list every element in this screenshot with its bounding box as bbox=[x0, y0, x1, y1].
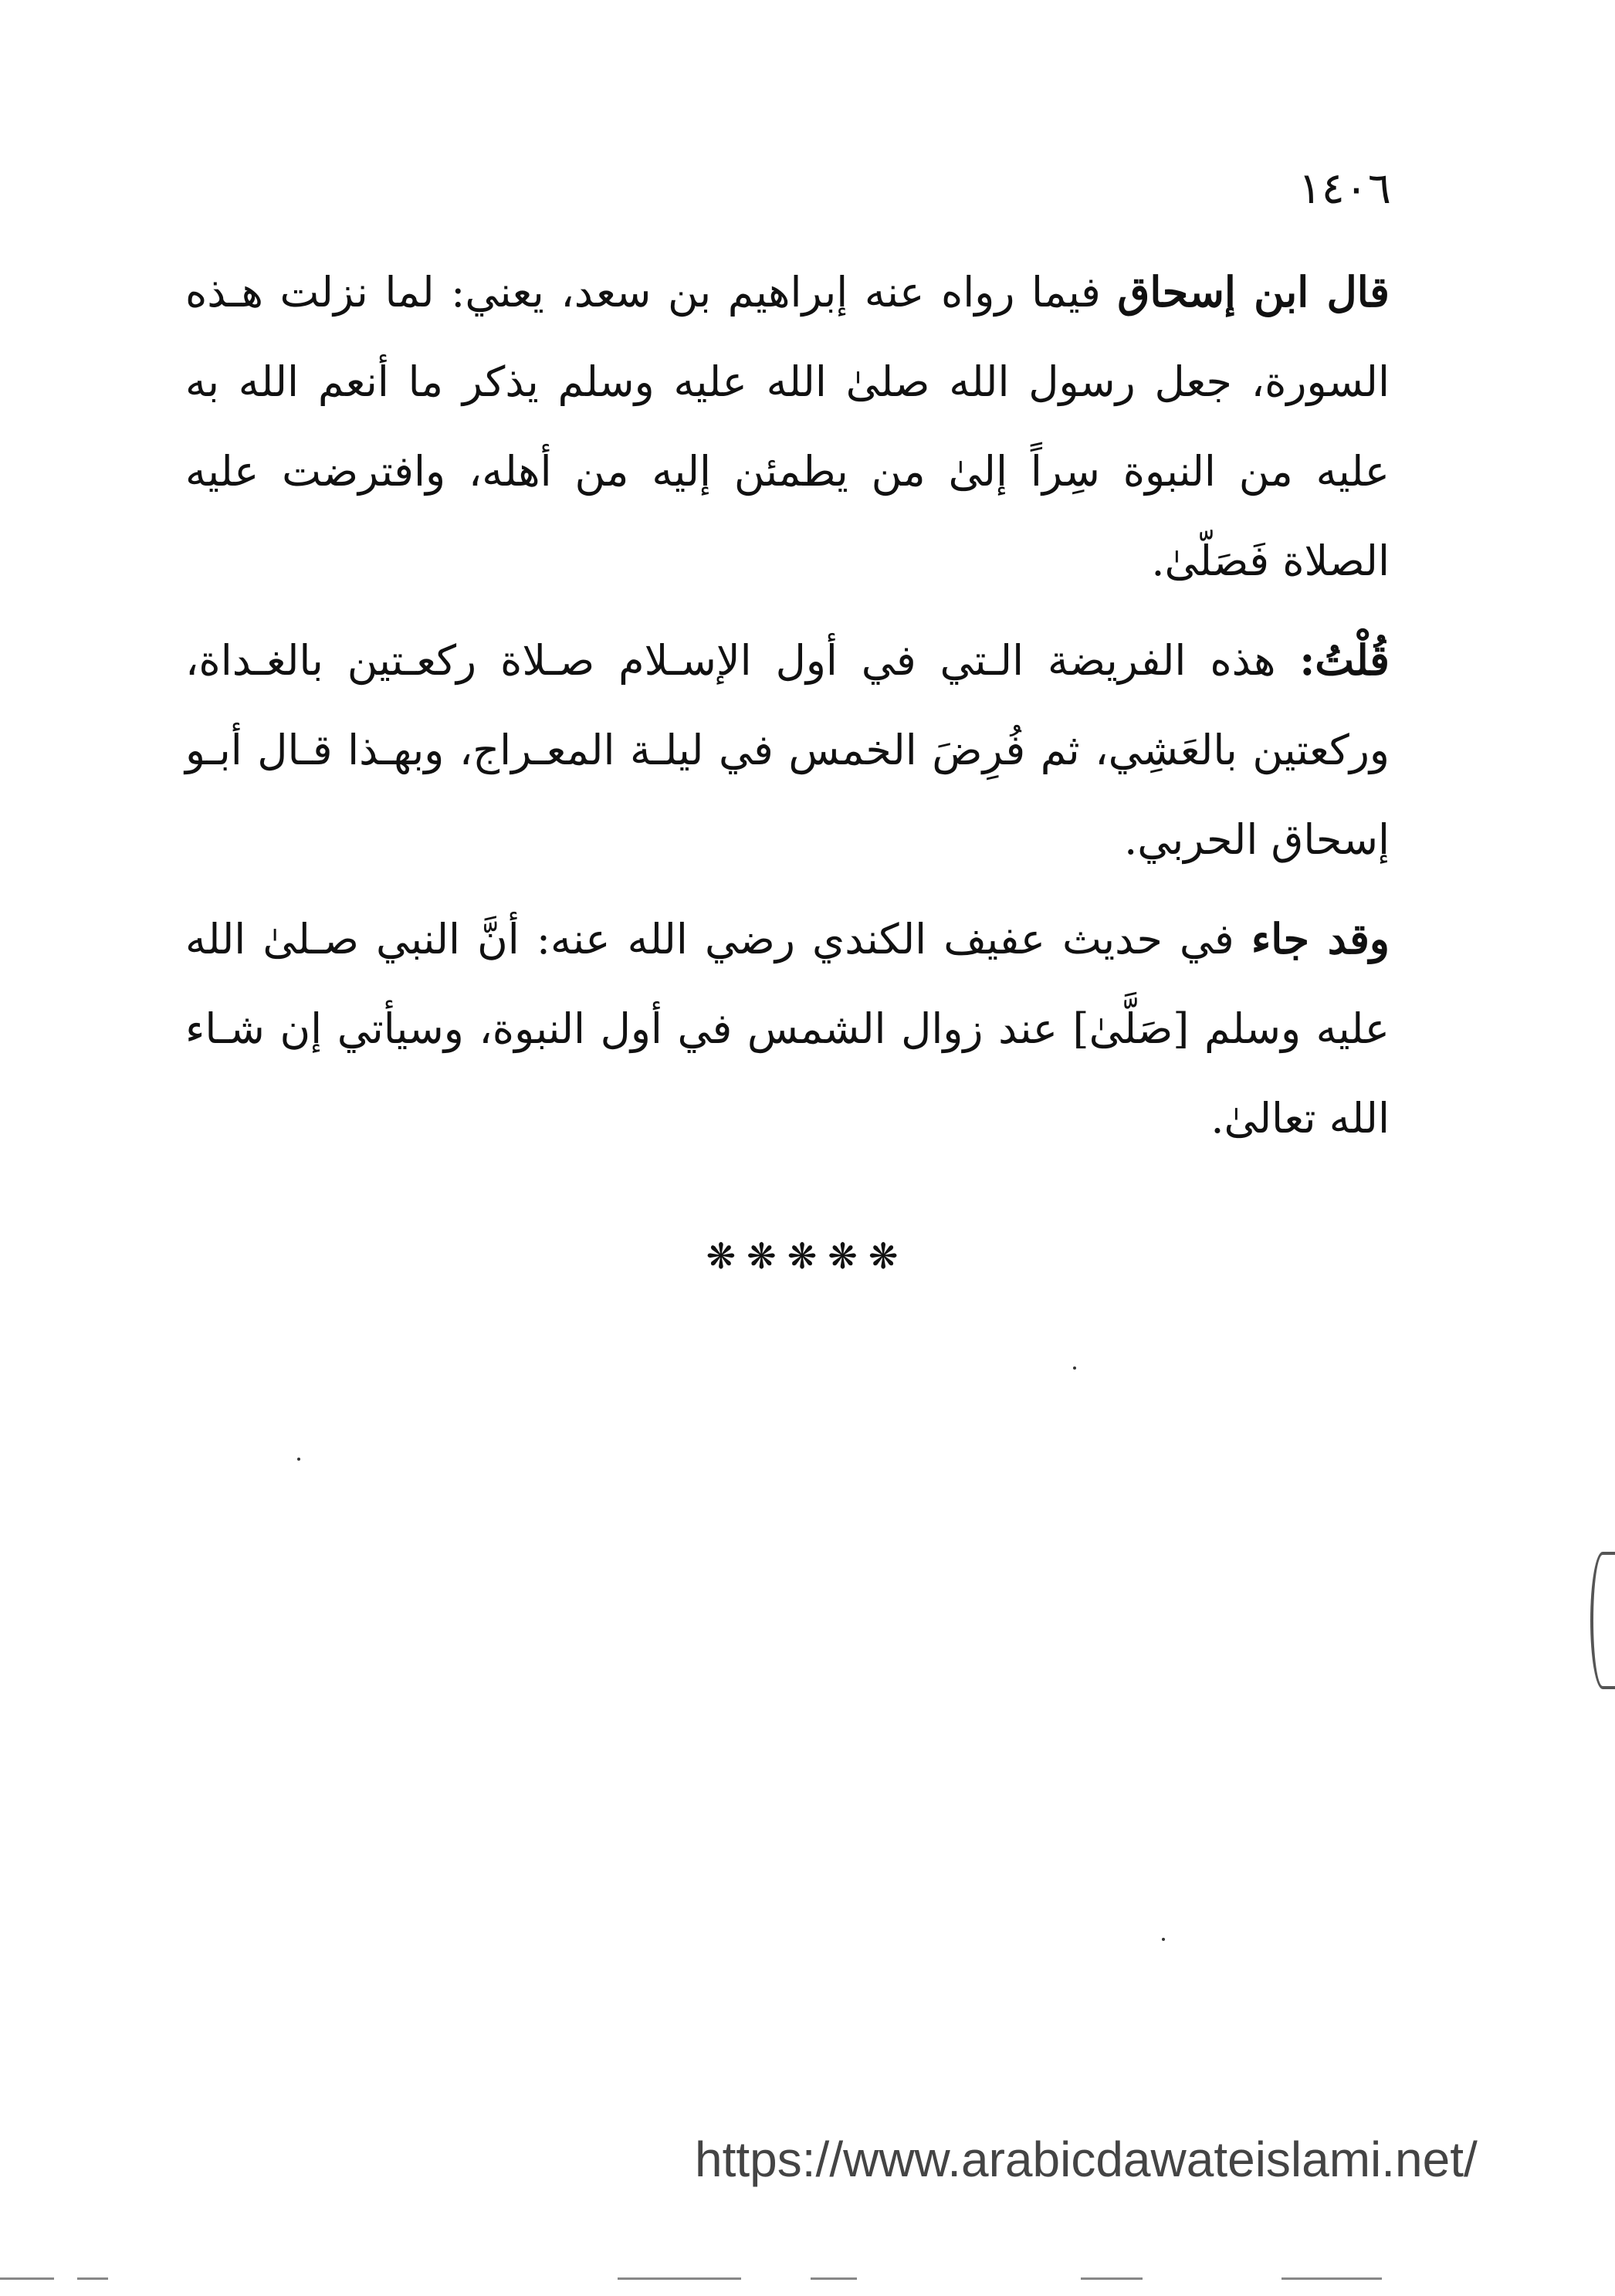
paragraph-2-lead: قُلْتُ: bbox=[1299, 635, 1390, 685]
paragraph-3-text: في حديث عفيف الكندي رضي الله عنه: أنَّ النبي صـلىٰ الله عليه وسلم [صَلَّىٰ] عند زوال الشمس في أول النبوة، وسيأتي إن شـاء الله تعالىٰ. bbox=[185, 915, 1390, 1143]
scan-footer-lines bbox=[0, 2277, 1615, 2282]
paragraph-1-text: فيما رواه عنه إبراهيم بن سعد، يعني: لما نزلت هـذه السورة، جعل رسول الله صلىٰ الله عليه وسلم يذكر ما أنعم الله به عليه من النبوة سِراً إلىٰ من يطمئن إليه من أهله، وافترضت عليه الصلاة فَصَلّىٰ. bbox=[185, 268, 1390, 585]
page-number: ١٤٠٦ bbox=[1298, 164, 1391, 214]
source-url-watermark[interactable]: https://www.arabicdawateislami.net/ bbox=[695, 2132, 1478, 2187]
paragraph-1 bbox=[185, 247, 1390, 606]
paragraph-3 bbox=[185, 894, 1390, 1163]
paragraph-1-lead: قال ابن إسحاق bbox=[1117, 267, 1390, 317]
scan-speck bbox=[297, 1458, 300, 1461]
body-text bbox=[185, 247, 1390, 1173]
section-separator: ❋❋❋❋❋ bbox=[706, 1235, 909, 1277]
paragraph-2-text: هذه الفريضة الـتي في أول الإسـلام صـلاة ركعـتين بالغـداة، وركعتين بالعَشِي، ثم فُرِضَ الخمس في ليلـة المعـراج، وبهـذا قـال أبـو إسحاق الحربي. bbox=[185, 636, 1390, 864]
scan-speck bbox=[1073, 1366, 1076, 1370]
scan-edge-mark bbox=[1590, 1552, 1615, 1689]
scan-speck bbox=[1162, 1938, 1165, 1941]
paragraph-2 bbox=[185, 615, 1390, 885]
paragraph-3-lead: وقد جاء bbox=[1251, 914, 1390, 963]
